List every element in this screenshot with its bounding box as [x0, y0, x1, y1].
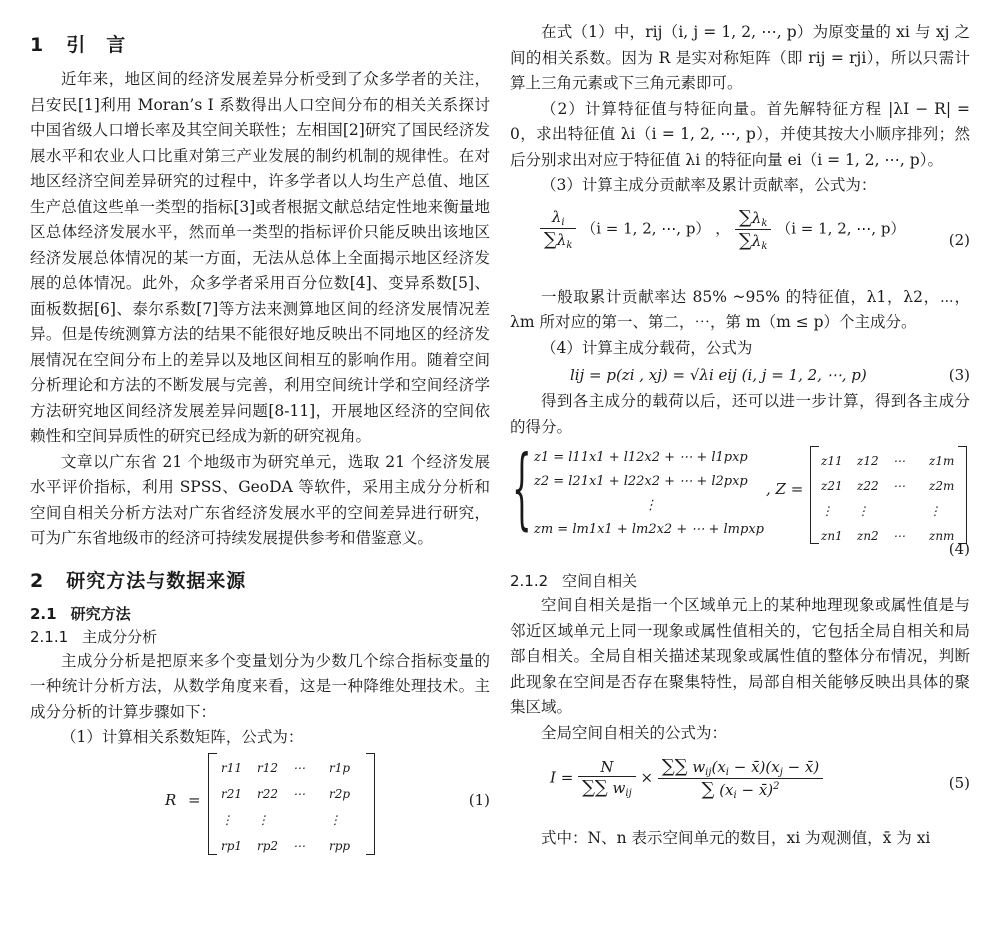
- matrix-r: [220, 755, 364, 859]
- matrix-cell: ⋮: [257, 812, 269, 827]
- matrix-cell: z1m: [929, 453, 955, 468]
- intro-paragraph-1: 近年来，地区间的经济发展差异分析受到了众多学者的关注，吕安民[1]利用 Moran’s I 系数得出人口空间分布的相关关系探讨中国省级人口增长率及其空间关联性；左相国[2]研究了国民经济发展水平和农业人口比重对第三产业发展的制约机制的规律性。在对地区经济空间差异研究的过程中，许多学者以人均生产总值、地区生产总值这些单一类型的指标[3]或者根据文献总结定性地来衡量地区总体经济发展水平，然而单一类型的指标评价只能反映出该地区经济发展总体情况的某一方面，无法从总体上全面揭示地区经济发展的总体情况。此外，众多学者采用百分位数[4]、变异系数[5]、面板数据[6]、泰尔系数[7]等方法来测算地区间的经济发展情况差异。但是传统测算方法的结果不能很好地反映出不同地区的经济发展情况在空间分布上的差异以及地区间相互的影响作用。随着空间分析理论和方法的不断发展与完善，利用空间统计学和空间经济学方法研究地区间经济发展差异问题[8-11]，开展地区经济的空间依赖性和空间异质性的研究已经成为新的研究视角。: [30, 70, 490, 445]
- section-title: 引 言: [66, 34, 127, 56]
- matrix-cell: zn1: [821, 528, 843, 543]
- equation-number: (1): [468, 790, 490, 809]
- step-1-text: （1）计算相关系数矩阵，公式为：: [61, 728, 304, 746]
- matrix-cell: z22: [857, 478, 879, 493]
- score-equation-line: ⋮: [644, 498, 657, 513]
- equation-number: (5): [948, 774, 970, 792]
- eq1-explanation: 在式（1）中，rij（i, j = 1, 2, ⋯, p）为原变量的 xi 与 xj 之间的相关系数。因为 R 是实对称矩阵（即 rij = rji），所以只需计算上三角元素或下三角元素即可。: [510, 23, 970, 92]
- matrix-cell: r11: [221, 760, 243, 775]
- cumulative-contribution-text: 一般取累计贡献率达 85% ~95% 的特征值，λ1，λ2，⋯，λm 所对应的第一、第二，⋯，第 m（m ≤ p）个主成分。: [510, 287, 970, 331]
- equation-body: lij = p(zi , xj) = √λi eij (i, j = 1, 2, ⋯, p): [570, 366, 867, 384]
- section-title: 主成分分析: [82, 627, 158, 646]
- scores-text: 得到各主成分的载荷以后，还可以进一步计算，得到各主成分的得分。: [510, 392, 970, 436]
- matrix-cell: ⋮: [221, 812, 233, 827]
- matrix-cell: r22: [257, 786, 279, 801]
- matrix-label: R: [165, 790, 177, 809]
- matrix-cell: r21: [221, 786, 243, 801]
- matrix-cell: ⋯: [893, 453, 905, 468]
- matrix-cell: ⋯: [293, 838, 305, 853]
- matrix-cell: ⋯: [293, 760, 305, 775]
- section-title: 空间自相关: [562, 572, 638, 590]
- eq5-explanation: 式中：N、n 表示空间单元的数目，xi 为观测值，x̄ 为 xi: [541, 829, 931, 847]
- equation-number: (3): [948, 366, 970, 384]
- step-4-text: （4）计算主成分载荷，公式为: [541, 338, 753, 357]
- score-equation-line: z2 = l21x1 + l22x2 + ⋯ + l2pxp: [534, 474, 748, 489]
- matrix-z: [820, 448, 964, 548]
- matrix-cell: zn2: [857, 528, 879, 543]
- section-2-1-heading: [30, 603, 490, 624]
- global-autocorrelation-intro: 全局空间自相关的公式为：: [541, 723, 728, 742]
- section-2-1-2-heading: [510, 570, 970, 591]
- equation-5: I = $\frac{N}{\sum\sum w_{ij}}$ × $\frac{\sum\sum w_{ij}(x_i - x̄)(x_j - x̄)}{\sum (x_i - x̄)^2}$ (5): [550, 756, 970, 801]
- score-equation-line: z1 = l11x1 + l12x2 + ⋯ + l1pxp: [534, 450, 748, 465]
- section-number: 2.1: [30, 604, 57, 623]
- right-column: [510, 20, 970, 852]
- score-equations: [534, 446, 764, 542]
- section-number: 2.1.1: [30, 627, 69, 646]
- matrix-cell: rp2: [257, 838, 279, 853]
- section-title: 研究方法: [70, 604, 131, 623]
- section-2-heading: [30, 566, 490, 593]
- left-column: [30, 20, 490, 861]
- matrix-cell: r1p: [329, 760, 351, 775]
- matrix-label: , Z =: [766, 480, 804, 498]
- equation-number: (4): [948, 540, 970, 558]
- matrix-cell: z21: [821, 478, 843, 493]
- equation-1: R = r11 r12 ⋯ r1p r21 r22 ⋯ r2p ⋮ ⋮ ⋮ rp1 rp2 ⋯ rpp (1): [30, 751, 490, 861]
- section-2-1-1-heading: [30, 626, 490, 647]
- matrix-cell: z11: [821, 453, 843, 468]
- section-number: 2: [30, 569, 45, 592]
- step-2-text: （2）计算特征值与特征向量。首先解特征方程 |λI − R| = 0，求出特征值 λi（i = 1, 2, ⋯, p），并使其按大小顺序排列；然后分别求出对应于特征值 λi 的特征向量 ei（i = 1, 2, ⋯, p）。: [510, 99, 970, 169]
- matrix-cell: ⋮: [329, 812, 341, 827]
- matrix-cell: ⋯: [293, 786, 305, 801]
- matrix-cell: z2m: [929, 478, 955, 493]
- equation-4: { z1 = l11x1 + l12x2 + ⋯ + l1pxp z2 = l21x1 + l22x2 + ⋯ + l2pxp ⋮ zm = lm1x1 + lm2x2 + ⋯ + lmpxp , Z = z11 z12 ⋯ z1m z21 z22 ⋯ z2m ⋮ ⋮ ⋮ zn1 zn2 ⋯ znm (4): [512, 436, 970, 558]
- section-number: 1: [30, 34, 45, 56]
- index-condition: （i = 1, 2, ⋯, p）: [776, 219, 906, 237]
- section-number: 2.1.2: [510, 572, 549, 590]
- index-condition: （i = 1, 2, ⋯, p）: [581, 219, 711, 237]
- matrix-cell: rpp: [329, 838, 351, 853]
- intro-paragraph-2: 文章以广东省 21 个地级市为研究单元，选取 21 个经济发展水平评价指标，利用 SPSS、GeoDA 等软件，采用主成分分析和空间自相关分析方法对广东省经济发展水平的空间差异进行研究，可为广东省地级市的经济可持续发展提供参考和借鉴意义。: [30, 452, 490, 547]
- matrix-cell: rp1: [221, 838, 243, 853]
- equation-3: [510, 361, 970, 389]
- matrix-cell: z12: [857, 453, 879, 468]
- matrix-cell: ⋮: [857, 503, 869, 518]
- matrix-cell: ⋮: [821, 503, 833, 518]
- matrix-cell: ⋯: [893, 478, 905, 493]
- matrix-cell: ⋯: [893, 528, 905, 543]
- score-equation-line: zm = lm1x1 + lm2x2 + ⋯ + lmpxp: [534, 522, 764, 537]
- equation-number: (2): [948, 230, 970, 249]
- section-1-heading: [30, 30, 490, 57]
- matrix-cell: r12: [257, 760, 279, 775]
- step-3-text: （3）计算主成分贡献率及累计贡献率，公式为：: [541, 176, 877, 194]
- matrix-cell: ⋮: [929, 503, 941, 518]
- matrix-cell: znm: [929, 528, 955, 543]
- pca-paragraph: 主成分分析是把原来多个变量划分为少数几个综合指标变量的一种统计分析方法，从数学角度来看，这是一种降维处理技术。主成分分析的计算步骤如下：: [30, 651, 490, 721]
- matrix-cell: [892, 498, 928, 523]
- equation-2: $\frac{\lambda_i}{\sum\lambda_k}$ （i = 1, 2, ⋯, p） ， $\frac{\sum\lambda_k}{\sum\lambda_k}$ （i = 1, 2, ⋯, p） (2): [510, 199, 970, 285]
- spatial-autocorrelation-paragraph: 空间自相关是指一个区域单元上的某种地理现象或属性值是与邻近区域单元上同一现象或属性值相关的，它包括全局自相关和局部自相关。全局自相关描述某现象或属性值的整体分布情况，判断此现象在空间是否存在聚集特性，局部自相关能够反映出具体的聚集区域。: [510, 596, 970, 716]
- matrix-cell: r2p: [329, 786, 351, 801]
- matrix-cell: [292, 807, 328, 833]
- section-title: 研究方法与数据来源: [66, 569, 247, 592]
